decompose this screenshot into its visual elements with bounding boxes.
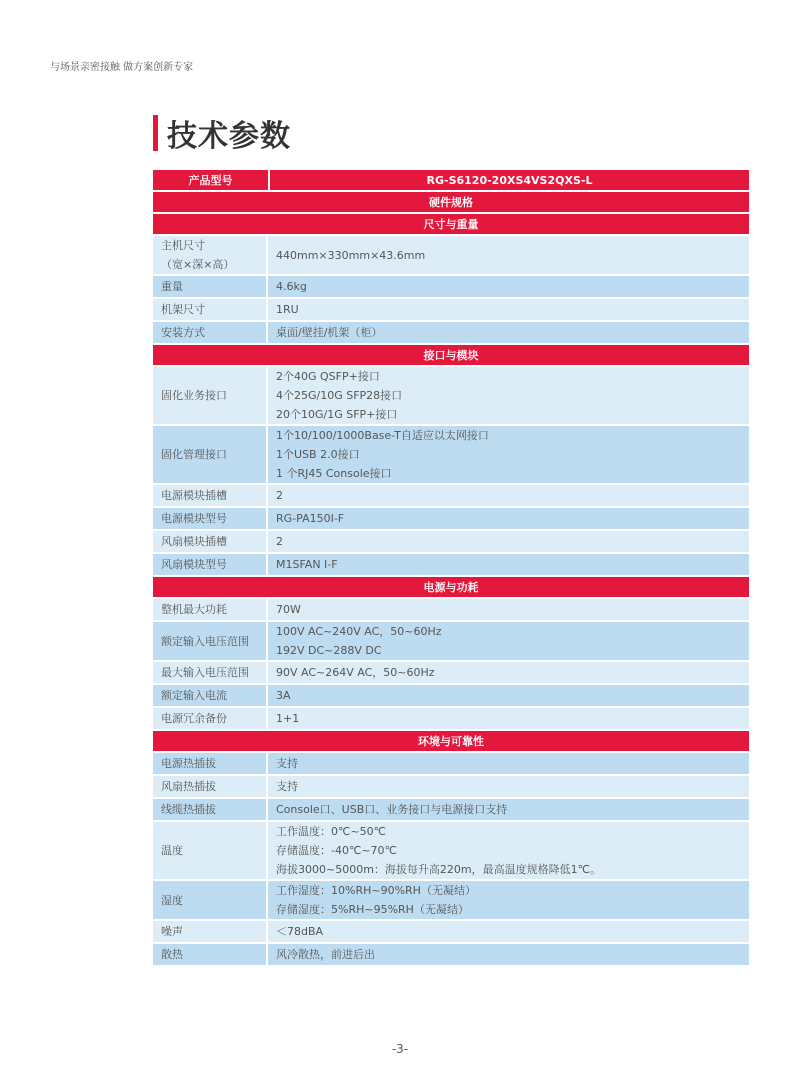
param-name-line: 最大输入电压范围 <box>161 666 249 679</box>
hardware-spec-row <box>153 192 749 212</box>
param-value-line: 4.6kg <box>276 280 307 293</box>
param-value-line: Console口、USB口、业务接口与电源接口支持 <box>276 803 508 816</box>
table-row <box>153 799 749 820</box>
param-name-line: 电源冗余备份 <box>161 712 227 725</box>
param-value-line: 70W <box>276 603 301 616</box>
table-row <box>153 236 749 274</box>
param-name <box>153 299 268 320</box>
param-value-line: 支持 <box>276 757 298 770</box>
model-value: RG-S6120-20XS4VS2QXS-L <box>268 170 749 190</box>
param-value <box>268 367 749 424</box>
param-name-line: 固化管理接口 <box>161 448 227 461</box>
table-row <box>153 485 749 506</box>
table-row <box>153 776 749 797</box>
param-value-line: M1SFAN I-F <box>276 558 338 571</box>
section-title: 电源与功耗 <box>153 577 749 597</box>
param-name-line: 电源热插拔 <box>161 757 216 770</box>
param-name-line: （宽×深×高） <box>161 258 235 271</box>
param-name <box>153 921 268 942</box>
param-value-line: 2 <box>276 535 283 548</box>
param-value <box>268 921 749 942</box>
param-name <box>153 662 268 683</box>
page-number: -3- <box>391 1042 409 1056</box>
param-value <box>268 236 749 274</box>
param-name <box>153 236 268 274</box>
param-name <box>153 367 268 424</box>
table-row <box>153 299 749 320</box>
param-value <box>268 799 749 820</box>
param-value-line: ＜78dBA <box>276 925 324 938</box>
param-name <box>153 554 268 575</box>
table-row <box>153 822 749 879</box>
param-value-line: 100V AC~240V AC，50~60Hz <box>276 625 442 638</box>
param-name <box>153 508 268 529</box>
section-title: 尺寸与重量 <box>153 214 749 234</box>
param-value-line: 风冷散热，前进后出 <box>276 948 375 961</box>
param-name <box>153 708 268 729</box>
param-name-line: 整机最大功耗 <box>161 603 227 616</box>
param-value-line: 2个40G QSFP+接口 <box>276 370 380 383</box>
table-row <box>153 531 749 552</box>
param-value <box>268 822 749 879</box>
param-name <box>153 622 268 660</box>
param-value-line: 192V DC~288V DC <box>276 644 382 657</box>
spec-table <box>153 168 749 967</box>
param-value <box>268 276 749 297</box>
section-header-row <box>153 345 749 365</box>
param-name-line: 风扇热插拔 <box>161 780 216 793</box>
param-name <box>153 944 268 965</box>
param-value <box>268 708 749 729</box>
param-value-line: 支持 <box>276 780 298 793</box>
param-value <box>268 322 749 343</box>
param-name-line: 电源模块型号 <box>161 512 227 525</box>
table-row <box>153 367 749 424</box>
param-value-line: 1个10/100/1000Base-T自适应以太网接口 <box>276 429 489 442</box>
param-name-line: 机架尺寸 <box>161 303 205 316</box>
param-value-line: 1个USB 2.0接口 <box>276 448 360 461</box>
param-name-line: 额定输入电压范围 <box>161 634 249 648</box>
param-name <box>153 822 268 879</box>
param-name-line: 安装方式 <box>161 326 205 339</box>
table-row <box>153 426 749 483</box>
table-row <box>153 508 749 529</box>
model-label: 产品型号 <box>153 170 268 190</box>
param-value <box>268 944 749 965</box>
section-title: 接口与模块 <box>153 345 749 365</box>
table-row <box>153 753 749 774</box>
param-name-line: 固化业务接口 <box>161 389 227 402</box>
param-name-line: 温度 <box>161 844 183 857</box>
hardware-spec-label: 硬件规格 <box>153 192 749 212</box>
param-name <box>153 276 268 297</box>
param-value <box>268 531 749 552</box>
param-value-line: 海拔3000~5000m：海拔每升高220m，最高温度规格降低1℃。 <box>276 863 601 876</box>
table-row <box>153 599 749 620</box>
param-name-line: 额定输入电流 <box>161 689 227 702</box>
table-row <box>153 921 749 942</box>
param-value <box>268 299 749 320</box>
param-value-line: 2 <box>276 489 283 502</box>
model-header-row <box>153 170 749 190</box>
param-value-line: 1RU <box>276 303 299 316</box>
param-value <box>268 622 749 660</box>
param-value-line: 440mm×330mm×43.6mm <box>276 248 426 262</box>
title-accent-bar <box>153 115 158 151</box>
param-value-line: 90V AC~264V AC，50~60Hz <box>276 666 435 679</box>
param-name-line: 重量 <box>161 280 183 293</box>
section-header-row <box>153 577 749 597</box>
param-name-line: 湿度 <box>161 893 183 907</box>
param-name-line: 风扇模块型号 <box>161 558 227 571</box>
param-name <box>153 776 268 797</box>
param-name-line: 风扇模块插槽 <box>161 535 227 548</box>
section-header-row <box>153 731 749 751</box>
section-title: 环境与可靠性 <box>153 731 749 751</box>
param-name <box>153 322 268 343</box>
param-value-line: 桌面/壁挂/机架（柜） <box>276 326 383 339</box>
param-name <box>153 599 268 620</box>
param-name-line: 电源模块插槽 <box>161 489 227 502</box>
param-value <box>268 508 749 529</box>
table-row <box>153 276 749 297</box>
param-name <box>153 799 268 820</box>
header-tagline: 与场景亲密接触 做方案创新专家 <box>50 62 194 73</box>
param-value <box>268 881 749 919</box>
param-value-line: 工作温度：0℃~50℃ <box>276 825 386 838</box>
param-name <box>153 485 268 506</box>
param-value <box>268 685 749 706</box>
param-value <box>268 662 749 683</box>
table-row <box>153 554 749 575</box>
param-value-line: 4个25G/10G SFP28接口 <box>276 389 403 402</box>
table-row <box>153 322 749 343</box>
param-name-line: 散热 <box>161 948 183 961</box>
param-value <box>268 485 749 506</box>
param-name-line: 线缆热插拔 <box>161 803 216 816</box>
param-value <box>268 753 749 774</box>
param-value-line: 20个10G/1G SFP+接口 <box>276 408 398 421</box>
param-value-line: 1+1 <box>276 712 300 725</box>
param-value <box>268 554 749 575</box>
param-name-line: 主机尺寸 <box>161 239 205 252</box>
param-value <box>268 776 749 797</box>
param-name <box>153 753 268 774</box>
param-value <box>268 599 749 620</box>
table-row <box>153 708 749 729</box>
param-value-line: 工作湿度：10%RH~90%RH（无凝结） <box>276 884 476 897</box>
param-value-line: RG-PA150I-F <box>276 512 345 525</box>
param-value-line: 3A <box>276 689 291 702</box>
param-value-line: 1 个RJ45 Console接口 <box>276 467 392 480</box>
section-heading <box>153 113 291 153</box>
section-header-row <box>153 214 749 234</box>
table-row <box>153 662 749 683</box>
param-name <box>153 531 268 552</box>
table-row <box>153 944 749 965</box>
param-name <box>153 685 268 706</box>
param-name <box>153 426 268 483</box>
param-value-line: 存储温度：-40℃~70℃ <box>276 844 397 857</box>
param-value <box>268 426 749 483</box>
param-value-line: 存储湿度：5%RH~95%RH（无凝结） <box>276 903 469 916</box>
param-name <box>153 881 268 919</box>
param-name-line: 噪声 <box>161 925 183 938</box>
page-title: 技术参数 <box>167 119 291 154</box>
table-row <box>153 881 749 919</box>
table-row <box>153 685 749 706</box>
table-row <box>153 622 749 660</box>
